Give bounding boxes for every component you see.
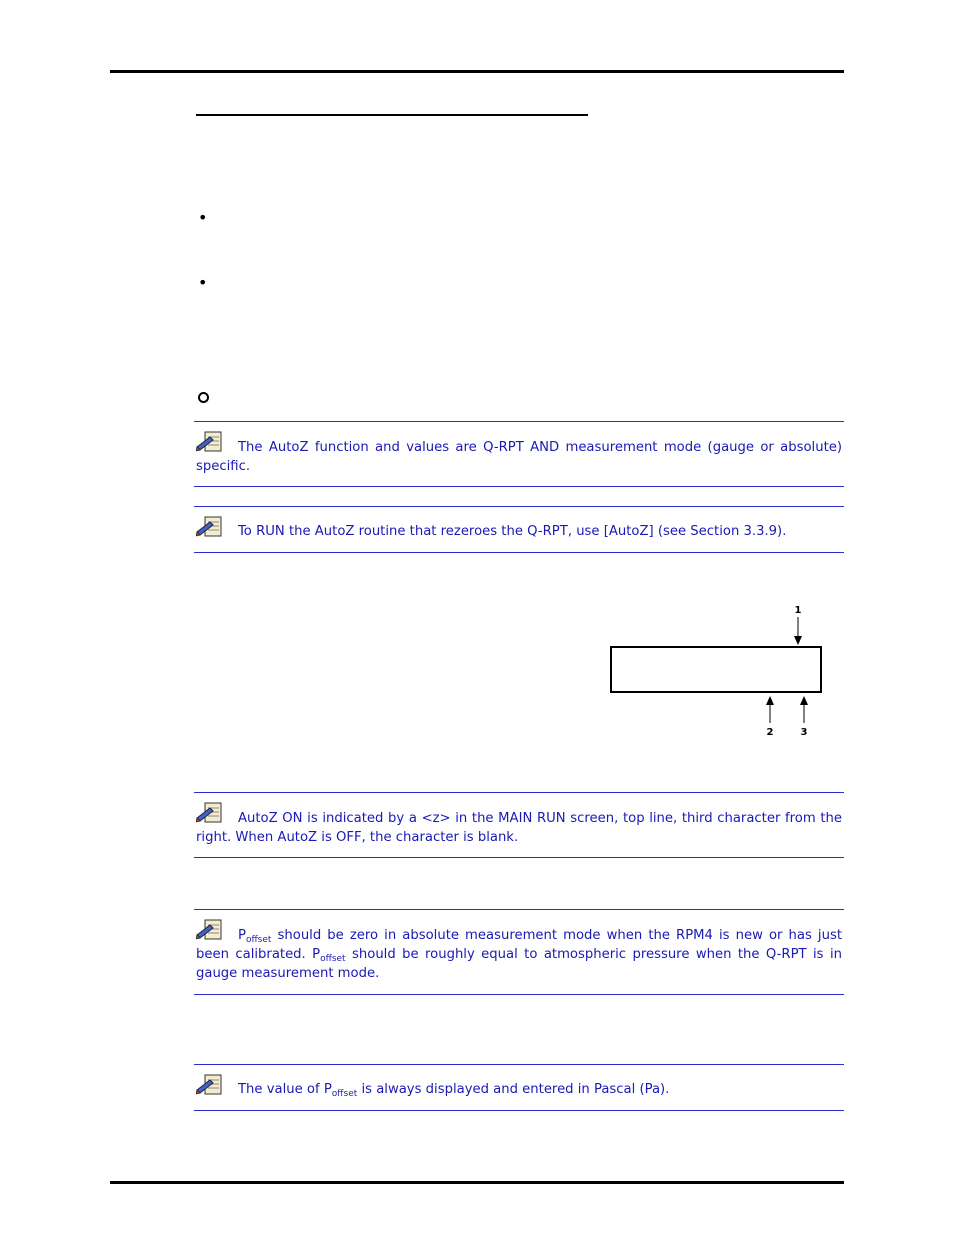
header-rule bbox=[110, 70, 844, 73]
bullet-2: • bbox=[198, 273, 208, 292]
display-callouts bbox=[750, 598, 820, 743]
bullet-1: • bbox=[198, 208, 208, 227]
note-text: The AutoZ function and values are Q-RPT AND measurement mode (gauge or absolute) specific. bbox=[196, 440, 842, 474]
callout-2-label: 2 bbox=[766, 727, 774, 738]
step-circle-bullet bbox=[198, 392, 209, 403]
callout-3-label: 3 bbox=[800, 727, 808, 738]
note-poffset-units bbox=[194, 1064, 844, 1111]
note-run-autoz bbox=[194, 506, 844, 553]
callout-1-label: 1 bbox=[794, 605, 802, 616]
note-text: The value of $P_{offset}$ is always displayed and entered in Pascal (Pa). bbox=[238, 1082, 670, 1099]
note-text: To RUN the AutoZ routine that rezeroes the Q-RPT, use [AutoZ] (see Section 3.3.9). bbox=[238, 524, 787, 539]
note-autoz-specific bbox=[194, 421, 844, 487]
note-text: AutoZ ON is indicated by a <z> in the MAIN RUN screen, top line, third character from the right. When AutoZ is OFF, the character is blank. bbox=[196, 811, 842, 845]
callout-3-arrowhead bbox=[800, 696, 808, 705]
footer-rule bbox=[110, 1181, 844, 1184]
callout-1-arrowhead bbox=[794, 636, 802, 645]
note-pad-icon bbox=[196, 1074, 224, 1096]
note-text: $P_{offset}$ should be zero in absolute measurement mode when the RPM4 is new or has just been calibrated. $P_{offset}$ should be roughly equal to atmospheric pressure when the Q-RPT is in gauge measurement mode. bbox=[196, 928, 842, 981]
note-poffset-zero bbox=[194, 909, 844, 995]
callout-2-arrowhead bbox=[766, 696, 774, 705]
note-pad-icon bbox=[196, 516, 224, 538]
section-heading-underline bbox=[196, 114, 588, 116]
note-autoz-indicator bbox=[194, 792, 844, 858]
